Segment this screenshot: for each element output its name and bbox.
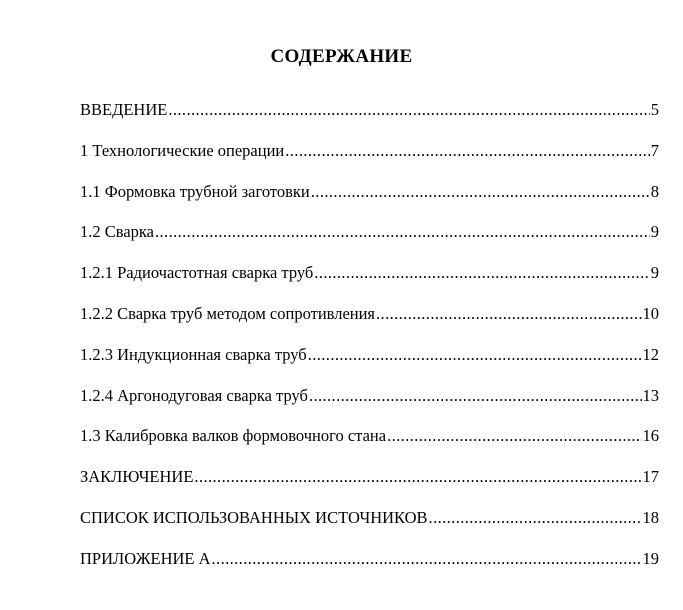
toc-leader-dots [285,140,650,162]
toc-leader-dots [429,507,642,529]
toc-entry-page: 8 [650,181,659,201]
toc-list [80,99,659,589]
toc-entry [80,507,659,548]
toc-entry-text: 1.1 Формовка трубной заготовки [80,181,310,201]
toc-entry-text: 1 Технологические операции [80,140,285,160]
toc-leader-dots [194,466,641,488]
toc-entry-page: 12 [642,344,659,364]
toc-entry [80,181,659,222]
toc-entry [80,221,659,262]
toc-entry [80,548,659,589]
toc-entry-page: 9 [650,222,659,242]
toc-entry [80,262,659,303]
toc-entry-page: 7 [650,140,659,160]
toc-entry [80,344,659,385]
toc-leader-dots [308,344,642,366]
toc-leader-dots [309,385,642,407]
toc-entry-page: 5 [650,100,659,119]
toc-leader-dots [212,548,642,570]
toc-leader-dots [311,181,650,203]
toc-entry [80,99,659,140]
toc-entry-text: ВВЕДЕНИЕ [80,100,168,119]
toc-entry-page: 19 [642,548,659,568]
toc-entry-page: 9 [650,263,659,283]
toc-leader-dots [168,99,649,121]
toc-entry-text: ЗАКЛЮЧЕНИЕ [80,467,194,487]
toc-entry-page: 10 [642,303,659,323]
toc-entry [80,466,659,507]
toc-entry-text: 1.2.1 Радиочастотная сварка труб [80,263,314,283]
toc-entry [80,303,659,344]
toc-entry-page: 16 [642,426,659,446]
toc-entry-text: 1.2.2 Сварка труб методом сопротивления [80,303,376,323]
toc-entry-page: 13 [642,385,659,405]
toc-entry-text: 1.2.3 Индукционная сварка труб [80,344,307,364]
toc-entry [80,425,659,466]
toc-entry-text: 1.3 Калибровка валков формовочного стана [80,426,387,446]
toc-leader-dots [376,303,641,325]
toc-entry [80,385,659,426]
toc-entry-text: ПРИЛОЖЕНИЕ А [80,548,211,568]
toc-entry-text: 1.2.4 Аргонодуговая сварка труб [80,385,308,405]
toc-leader-dots [314,262,649,284]
toc-entry-text: 1.2 Сварка [80,222,154,242]
toc-title: СОДЕРЖАНИЕ [270,46,413,67]
toc-entry-page: 18 [642,507,659,527]
toc-leader-dots [155,221,650,243]
toc-entry-text: СПИСОК ИСПОЛЬЗОВАННЫХ ИСТОЧНИКОВ [80,507,428,527]
toc-entry [80,140,659,181]
toc-leader-dots [387,425,641,447]
toc-entry-page: 17 [642,467,659,487]
